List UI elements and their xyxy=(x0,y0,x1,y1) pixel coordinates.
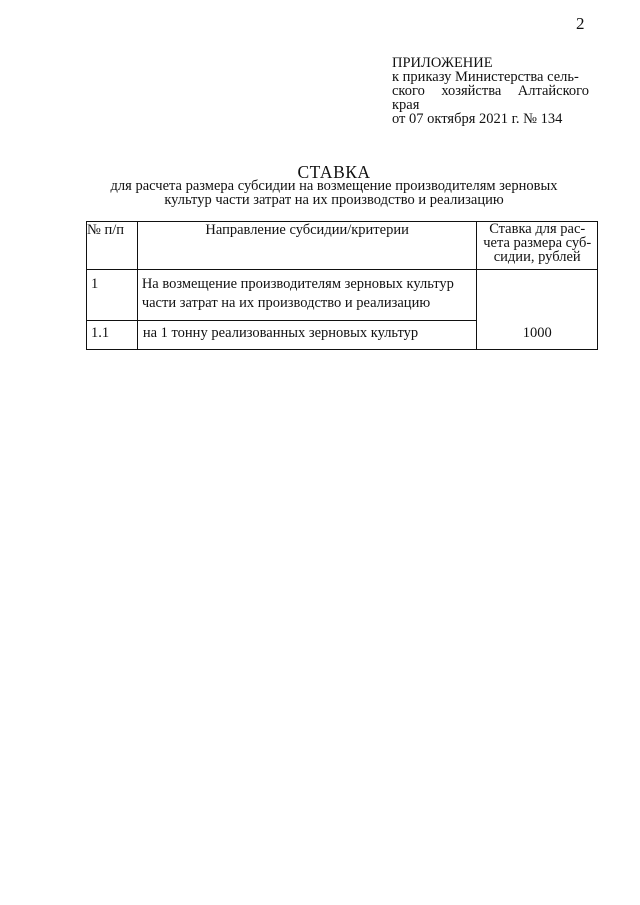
appendix-title: ПРИЛОЖЕНИЕ xyxy=(392,55,493,71)
row-direction: на 1 тонну реализованных зерновых культур xyxy=(137,321,477,350)
table-row xyxy=(87,270,598,321)
row-rate: 1000 xyxy=(477,321,598,350)
appendix-word: Алтайского xyxy=(517,83,589,99)
row-rate xyxy=(477,270,598,321)
header-rate-line: чета размера суб- xyxy=(483,235,592,251)
header-rate-line: сидии, рублей xyxy=(493,249,581,265)
appendix-order-ref: к приказу Министерства сель- xyxy=(392,69,579,85)
subsidy-rate-table xyxy=(86,221,598,350)
appendix-word: хозяйства xyxy=(441,83,502,99)
header-rate xyxy=(477,222,598,270)
appendix-date: от 07 октября 2021 г. № 134 xyxy=(392,111,563,127)
table-header-row xyxy=(87,222,598,270)
header-rate-line: Ставка для рас- xyxy=(489,221,586,237)
row-direction-line: части затрат на их производство и реализацию xyxy=(141,295,431,311)
row-direction-line: На возмещение производителям зерновых культур xyxy=(141,276,454,292)
table-row xyxy=(87,321,598,350)
appendix-region: края xyxy=(392,97,420,113)
document-title: СТАВКА xyxy=(297,162,371,182)
row-number: 1 xyxy=(87,270,138,321)
row-direction xyxy=(137,270,477,321)
subtitle-line: культур части затрат на их производство и реализацию xyxy=(164,191,504,208)
header-number: № п/п xyxy=(87,222,138,270)
appendix-ministry-line xyxy=(392,84,589,98)
page-number: 2 xyxy=(576,14,585,33)
row-number: 1.1 xyxy=(87,321,138,350)
appendix-word: ского xyxy=(392,83,425,99)
document-subtitle xyxy=(0,180,640,207)
appendix-header xyxy=(392,56,589,126)
subtitle-line: для расчета размера субсидии на возмещение производителям зерновых xyxy=(110,178,558,194)
header-direction: Направление субсидии/критерии xyxy=(137,222,477,270)
